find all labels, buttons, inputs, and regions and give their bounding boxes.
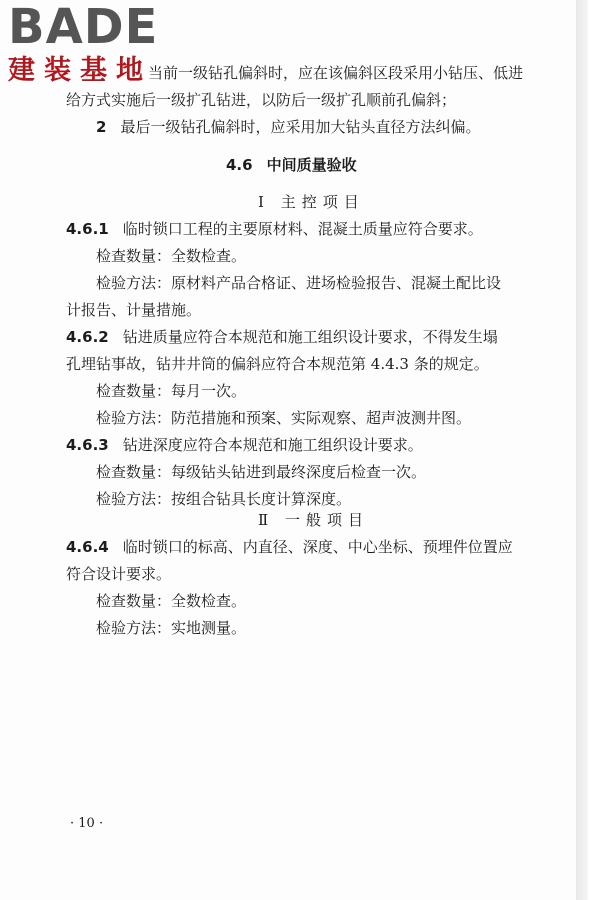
subsection-main-control: Ⅰ 主控项目 bbox=[258, 193, 365, 211]
watermark-subtitle: 建装基地 bbox=[8, 55, 152, 86]
clause-4-6-4-check-quantity: 检查数量：全数检查。 bbox=[96, 592, 247, 610]
clause-4-6-1-method-line-1: 检验方法：原材料产品合格证、进场检验报告、混凝土配比设 bbox=[96, 274, 502, 292]
clause-4-6-3-check-quantity: 检查数量：每级钻头钻进到最终深度后检查一次。 bbox=[96, 463, 427, 481]
section-heading bbox=[226, 156, 357, 174]
clause-4-6-3 bbox=[66, 436, 423, 454]
clause-4-6-4-text-line-1: 临时锁口的标高、内直径、深度、中心坐标、预埋件位置应 bbox=[122, 538, 513, 556]
section-title: 中间质量验收 bbox=[266, 156, 357, 174]
page-number: · 10 · bbox=[70, 816, 104, 831]
clause-4-6-2-check-quantity: 检查数量：每月一次。 bbox=[96, 382, 247, 400]
item-2-number: 2 bbox=[96, 118, 107, 136]
clause-4-6-1-method-line-2: 计报告、计量措施。 bbox=[66, 301, 202, 319]
clause-4-6-1-check-quantity: 检查数量：全数检查。 bbox=[96, 247, 247, 265]
item-2 bbox=[96, 118, 480, 136]
intro-line-1: 当前一级钻孔偏斜时，应在该偏斜区段采用小钻压、低进 bbox=[148, 64, 524, 82]
clause-4-6-4-number: 4.6.4 bbox=[66, 538, 109, 556]
clause-4-6-2 bbox=[66, 328, 498, 346]
section-number: 4.6 bbox=[226, 156, 253, 174]
page-edge bbox=[576, 0, 588, 900]
clause-4-6-2-text-line-1: 钻进质量应符合本规范和施工组织设计要求，不得发生塌 bbox=[122, 328, 498, 346]
clause-4-6-1-text: 临时锁口工程的主要原材料、混凝土质量应符合要求。 bbox=[122, 220, 483, 238]
clause-4-6-4-text-line-2: 符合设计要求。 bbox=[66, 565, 172, 583]
clause-4-6-4-method: 检验方法：实地测量。 bbox=[96, 619, 247, 637]
item-2-text: 最后一级钻孔偏斜时，应采用加大钻头直径方法纠偏。 bbox=[120, 118, 481, 136]
clause-4-6-3-method: 检验方法：按组合钻具长度计算深度。 bbox=[96, 490, 352, 508]
clause-4-6-3-number: 4.6.3 bbox=[66, 436, 109, 454]
clause-4-6-3-text: 钻进深度应符合本规范和施工组织设计要求。 bbox=[122, 436, 423, 454]
clause-4-6-2-number: 4.6.2 bbox=[66, 328, 109, 346]
subsection-general: Ⅱ 一般项目 bbox=[258, 511, 369, 529]
intro-line-2: 给方式实施后一级扩孔钻进，以防后一级扩孔顺前孔偏斜； bbox=[66, 91, 457, 109]
clause-4-6-4 bbox=[66, 538, 513, 556]
watermark-brand: BADE bbox=[8, 0, 159, 55]
clause-4-6-2-method: 检验方法：防范措施和预案、实际观察、超声波测井图。 bbox=[96, 409, 472, 427]
clause-4-6-2-text-line-2: 孔埋钻事故，钻井井筒的偏斜应符合本规范第 4.4.3 条的规定。 bbox=[66, 355, 489, 373]
clause-4-6-1-number: 4.6.1 bbox=[66, 220, 109, 238]
clause-4-6-1 bbox=[66, 220, 483, 238]
